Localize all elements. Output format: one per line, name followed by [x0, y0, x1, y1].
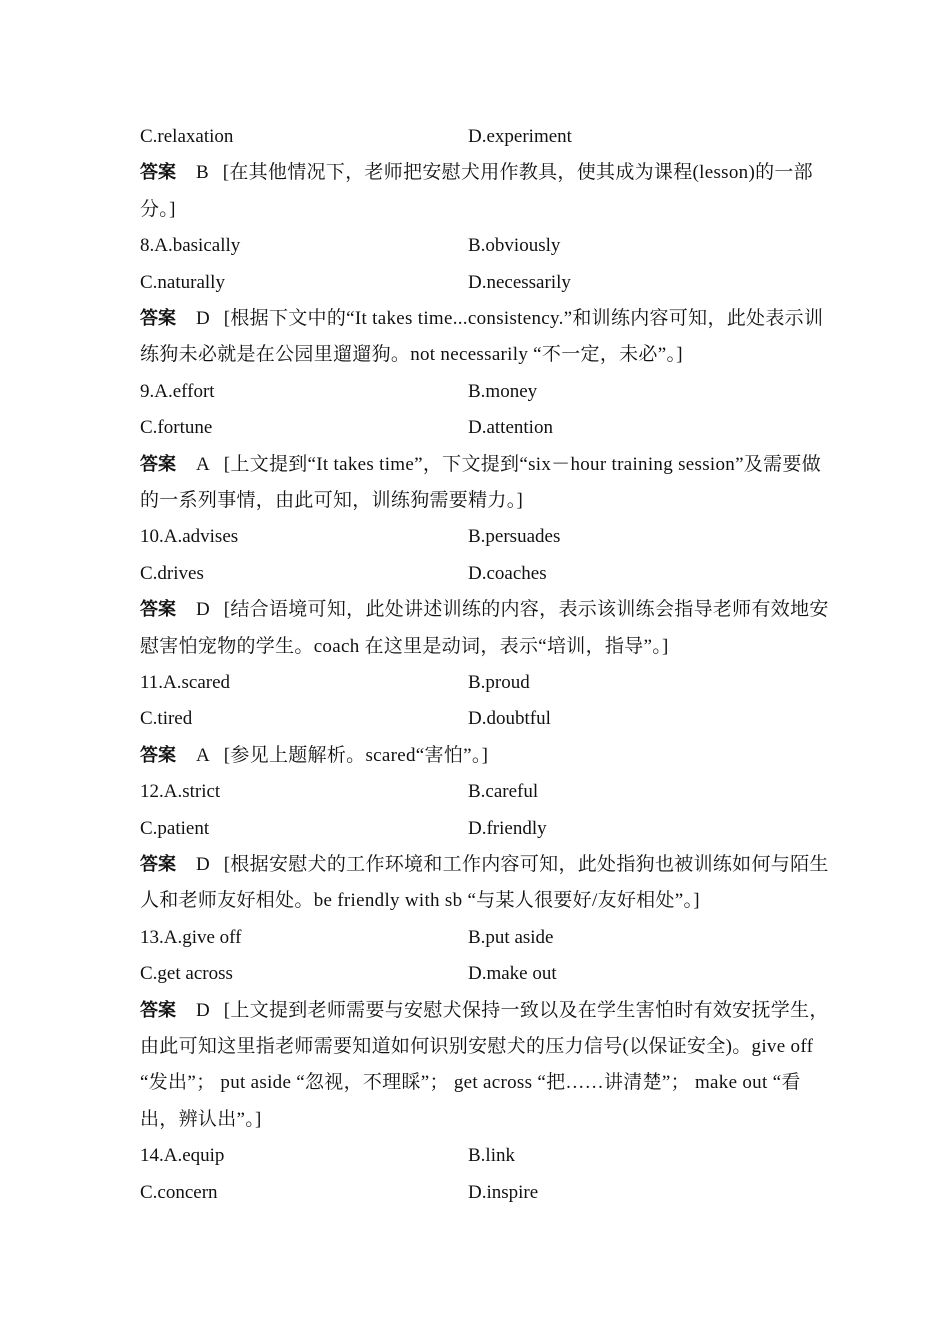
- option-row: [140, 665, 830, 701]
- question-list: [140, 119, 830, 1211]
- option-right: D.make out: [468, 963, 557, 985]
- answer-letter: A: [196, 453, 210, 475]
- option-row: [140, 556, 830, 592]
- option-left: 11.A.scared: [140, 671, 231, 693]
- answer-label: 答案: [140, 853, 176, 875]
- answer-explanation: [140, 738, 830, 774]
- option-left: C.concern: [140, 1181, 218, 1203]
- answer-label: 答案: [140, 999, 176, 1021]
- option-row: [140, 811, 830, 847]
- answer-text: [在其他情况下，老师把安慰犬用作教具，使其成为课程(lesson)的一部分。]: [140, 162, 813, 220]
- option-left: C.tired: [140, 708, 193, 730]
- answer-text: [上文提到“It takes time”，下文提到“six－hour training session”及需要做的一系列事情，由此可知，训练狗需要精力。]: [140, 453, 821, 511]
- option-right: D.necessarily: [468, 271, 571, 293]
- option-row: [140, 774, 830, 810]
- option-right: B.persuades: [468, 526, 561, 548]
- answer-text: [根据安慰犬的工作环境和工作内容可知，此处指狗也被训练如何与陌生人和老师友好相处。be friendly with sb “与某人很要好/友好相处”。]: [140, 853, 829, 912]
- option-right: D.attention: [468, 417, 553, 439]
- option-row: [140, 920, 830, 956]
- option-row: [140, 956, 830, 992]
- answer-explanation: [140, 447, 830, 520]
- option-left: 13.A.give off: [140, 926, 242, 948]
- answer-label: 答案: [140, 453, 176, 475]
- option-left: 9.A.effort: [140, 380, 215, 402]
- answer-text: [结合语境可知，此处讲述训练的内容，表示该训练会指导老师有效地安慰害怕宠物的学生。coach 在这里是动词，表示“培训，指导”。]: [140, 599, 829, 657]
- answer-text: [参见上题解析。scared“害怕”。]: [223, 744, 489, 766]
- answer-label: 答案: [140, 162, 176, 184]
- option-left: 10.A.advises: [140, 526, 239, 548]
- option-left: C.patient: [140, 817, 210, 839]
- option-left: C.relaxation: [140, 126, 234, 147]
- answer-letter: A: [196, 744, 210, 766]
- option-left: C.fortune: [140, 417, 213, 439]
- option-row: [140, 265, 830, 301]
- option-right: D.experiment: [468, 126, 572, 147]
- answer-label: 答案: [140, 744, 176, 766]
- answer-letter: D: [196, 853, 210, 875]
- option-right: D.doubtful: [468, 708, 551, 730]
- option-left: C.naturally: [140, 271, 225, 293]
- answer-explanation: [140, 993, 830, 1139]
- option-right: D.inspire: [468, 1181, 539, 1203]
- option-row: [140, 374, 830, 410]
- option-right: B.careful: [468, 781, 539, 803]
- answer-letter: D: [196, 307, 210, 329]
- answer-letter: D: [196, 599, 210, 621]
- option-left: 14.A.equip: [140, 1145, 225, 1167]
- option-left: 8.A.basically: [140, 235, 241, 257]
- answer-label: 答案: [140, 599, 176, 621]
- option-right: D.friendly: [468, 817, 547, 839]
- answer-letter: B: [196, 162, 209, 184]
- option-row: [140, 228, 830, 264]
- option-right: B.obviously: [468, 235, 561, 257]
- option-right: B.link: [468, 1145, 515, 1167]
- option-row: [140, 410, 830, 446]
- option-row: [140, 1175, 830, 1211]
- option-left: C.drives: [140, 562, 204, 584]
- answer-explanation: [140, 301, 830, 374]
- answer-explanation: [140, 847, 830, 920]
- option-left: 12.A.strict: [140, 781, 221, 803]
- option-row: [140, 701, 830, 737]
- option-right: B.proud: [468, 671, 530, 693]
- answer-text: [上文提到老师需要与安慰犬保持一致以及在学生害怕时有效安抚学生，由此可知这里指老师需要知道如何识别安慰犬的压力信号(以保证安全)。give off “发出”； put aside “忽视，不理睬”； get across “把……讲清楚”； make out “看出，辨认出”。]: [140, 999, 829, 1130]
- option-row: [140, 1138, 830, 1174]
- answer-label: 答案: [140, 307, 176, 329]
- answer-text: [根据下文中的“It takes time...consistency.”和训练内容可知，此处表示训练狗未必就是在公园里遛遛狗。not necessarily “不一定，未必”。]: [140, 307, 824, 366]
- option-right: B.put aside: [468, 926, 554, 948]
- option-row: [140, 119, 830, 155]
- option-left: C.get across: [140, 963, 233, 985]
- answer-letter: D: [196, 999, 210, 1021]
- answer-explanation: [140, 155, 830, 228]
- option-row: [140, 519, 830, 555]
- answer-explanation: [140, 592, 830, 665]
- option-right: D.coaches: [468, 562, 547, 584]
- option-right: B.money: [468, 380, 538, 402]
